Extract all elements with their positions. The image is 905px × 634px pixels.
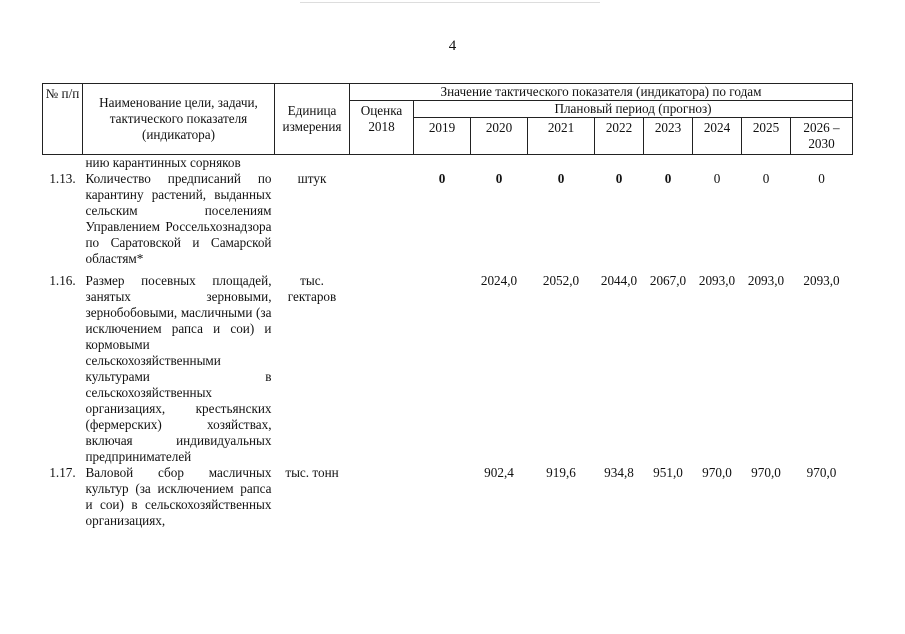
- row-value: 0: [713, 171, 721, 186]
- table-row: [43, 465, 853, 529]
- header-year: 2021: [528, 118, 595, 155]
- row-name: нию карантинных сорняков: [85, 155, 241, 170]
- header-num: № п/п: [43, 84, 83, 155]
- row-value: 2067,0: [649, 273, 687, 288]
- table-row: [43, 155, 853, 172]
- header-unit: Единица измерения: [275, 84, 350, 155]
- row-name: Валовой сбор масличных культур (за исключением рапса и сои) в сельскохозяйственных организациях,: [85, 465, 272, 528]
- header-year: 2023: [644, 118, 693, 155]
- row-estimate: [350, 171, 414, 273]
- row-number: 1.17.: [49, 465, 76, 480]
- row-unit: [275, 155, 350, 172]
- header-name: Наименование цели, задачи, тактического показателя (индикатора): [83, 84, 275, 155]
- row-value: 0: [495, 171, 503, 186]
- indicator-table: [42, 83, 853, 529]
- header-year: 2022: [595, 118, 644, 155]
- row-value: [414, 465, 471, 529]
- header-year: 2026 – 2030: [791, 118, 853, 155]
- row-value: 2024,0: [480, 273, 518, 288]
- row-value: 951,0: [653, 465, 683, 480]
- row-unit: штук: [297, 171, 327, 186]
- row-value: 0: [762, 171, 770, 186]
- row-estimate: [350, 273, 414, 465]
- header-year: 2025: [742, 118, 791, 155]
- row-value: 919,6: [546, 465, 576, 480]
- row-value: 0: [818, 171, 825, 186]
- row-value: [414, 273, 471, 465]
- row-estimate: [350, 465, 414, 529]
- row-name: Размер посевных площадей, занятых зерновыми, зернобобовыми, масличными (за исключением рапса и сои) и кормовыми сельскохозяйственными культурами в сельскохозяйственных организациях, крестьянских (фермерских) хозяйствах, включая индивидуальных предпринимателей: [85, 273, 272, 464]
- page-number: 4: [448, 38, 457, 54]
- row-number: [43, 155, 83, 172]
- row-unit: тыс. гектаров: [287, 273, 337, 304]
- row-name: Количество предписаний по карантину растений, выданных сельским поселениям Управлением Россельхознадзора по Саратовской и Самарской областям*: [85, 171, 272, 266]
- row-value: 902,4: [484, 465, 514, 480]
- row-unit: тыс. тонн: [285, 465, 339, 480]
- row-value: 0: [438, 171, 446, 186]
- row-number: 1.16.: [49, 273, 76, 288]
- scan-artifact-line: [300, 2, 600, 3]
- table-body: [43, 155, 853, 530]
- table-row: [43, 273, 853, 465]
- row-value: 2093,0: [747, 273, 785, 288]
- row-value: 970,0: [751, 465, 781, 480]
- header-year: 2024: [693, 118, 742, 155]
- row-value: 970,0: [702, 465, 732, 480]
- row-value: 2044,0: [600, 273, 638, 288]
- header-year: 2019: [414, 118, 471, 155]
- header-group-title: Значение тактического показателя (индикатора) по годам: [350, 84, 853, 101]
- row-estimate: [350, 155, 414, 172]
- table-header: [43, 84, 853, 155]
- row-value: 0: [615, 171, 623, 186]
- row-value: 2052,0: [542, 273, 580, 288]
- table-row: [43, 171, 853, 273]
- row-value: 0: [557, 171, 565, 186]
- row-value: 934,8: [604, 465, 634, 480]
- header-year: 2020: [471, 118, 528, 155]
- row-number: 1.13.: [49, 171, 76, 186]
- header-plan-title: Плановый период (прогноз): [414, 101, 853, 118]
- row-empty-values: [414, 155, 853, 172]
- header-estimate: Оценка 2018: [350, 101, 414, 155]
- row-value: 970,0: [806, 465, 837, 480]
- row-value: 2093,0: [698, 273, 736, 288]
- row-value: 0: [664, 171, 672, 186]
- row-value: 2093,0: [803, 273, 840, 288]
